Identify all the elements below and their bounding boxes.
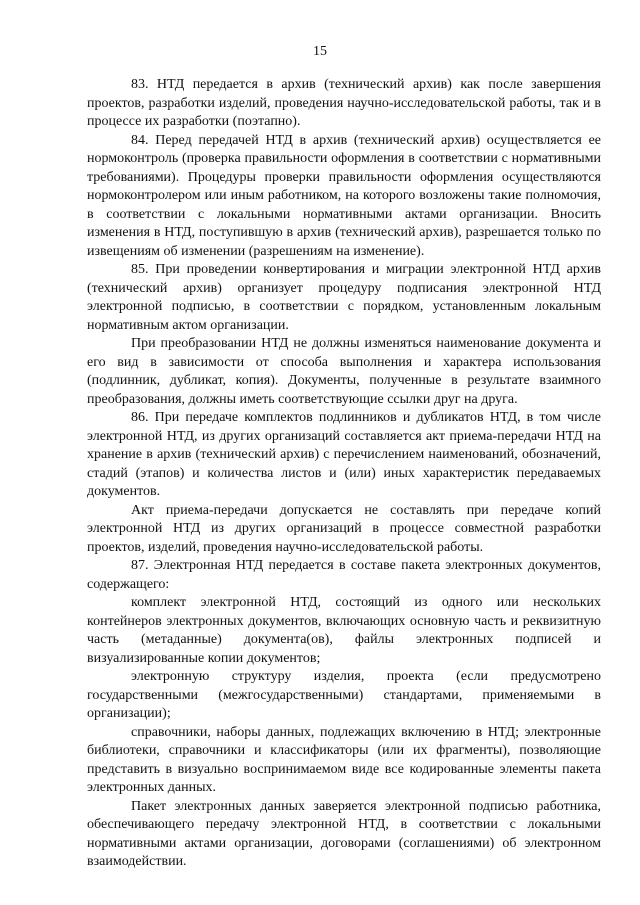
paragraph-85: 85. При проведении конвертирования и миграции электронной НТД архив (технический архив) организует процедуру подписания электронной НТД электронной подписью, в соответствии с порядком, установленным локальным нормативным актом организации.: [87, 262, 601, 333]
list-item-ntd-set: комплект электронной НТД, состоящий из одного или нескольких контейнеров электронных документов, включающих основную часть и реквизитную часть (метаданные) документа(ов), файлы электронных подписей и визуализированные копии документов;: [87, 595, 601, 666]
paragraph-86-continuation: Акт приема-передачи допускается не составлять при передаче копий электронной НТД из других организаций в процессе совместной разработки проектов, изделий, проведения научно-исследовательской работы.: [87, 502, 601, 555]
list-item-product-structure: электронную структуру изделия, проекта (если предусмотрено государственными (межгосударственными) стандартами, применяемыми в организации);: [87, 669, 601, 721]
paragraph-85-continuation: При преобразовании НТД не должны изменяться наименование документа и его вид в зависимости от способа выполнения и характера использования (подлинник, дубликат, копия). Документы, полученные в результате взаимного преобразования, должны иметь соответствующие ссылки друг на друга.: [87, 336, 601, 407]
list-item-reference-data: справочники, наборы данных, подлежащих включению в НТД; электронные библиотеки, справочники и классификаторы (или их фрагменты), позволяющие представить в визуально воспринимаемом виде все кодированные элементы пакета электронных данных.: [87, 724, 601, 795]
paragraph-electronic-signature: Пакет электронных данных заверяется электронной подписью работника, обеспечивающего передачу электронной НТД, в соответствии с локальными нормативными актами организации, договорами (соглашениями) об электронном взаимодействии.: [87, 798, 601, 869]
paragraph-87: 87. Электронная НТД передается в составе пакета электронных документов, содержащего:: [87, 558, 601, 592]
paragraph-84: 84. Перед передачей НТД в архив (технический архив) осуществляется ее нормоконтроль (проверка правильности оформления в соответствии с нормативными требованиями). Процедуры проверки правильности оформления осуществляются нормоконтролером или иным работником, на которого возложены такие полномочия, в соответствии с локальными нормативными актами организации. Вносить изменения в НТД, поступившую в архив (технический архив), разрешается только по извещениям об изменении (разрешениям на изменение).: [87, 132, 601, 259]
paragraph-83: 83. НТД передается в архив (технический архив) как после завершения проектов, разработки изделий, проведения научно-исследовательской работы, так и в процессе их разработки (поэтапно).: [87, 77, 601, 129]
page-number: 15: [313, 44, 327, 59]
document-body: [87, 76, 601, 872]
paragraph-86: 86. При передаче комплектов подлинников и дубликатов НТД, в том числе электронной НТД, из других организаций составляется акт приема-передачи НТД на хранение в архив (технический архив) с перечислением наименований, обозначений, стадий (этапов) и количества листов и (или) иных характеристик передаваемых документов.: [87, 410, 601, 499]
